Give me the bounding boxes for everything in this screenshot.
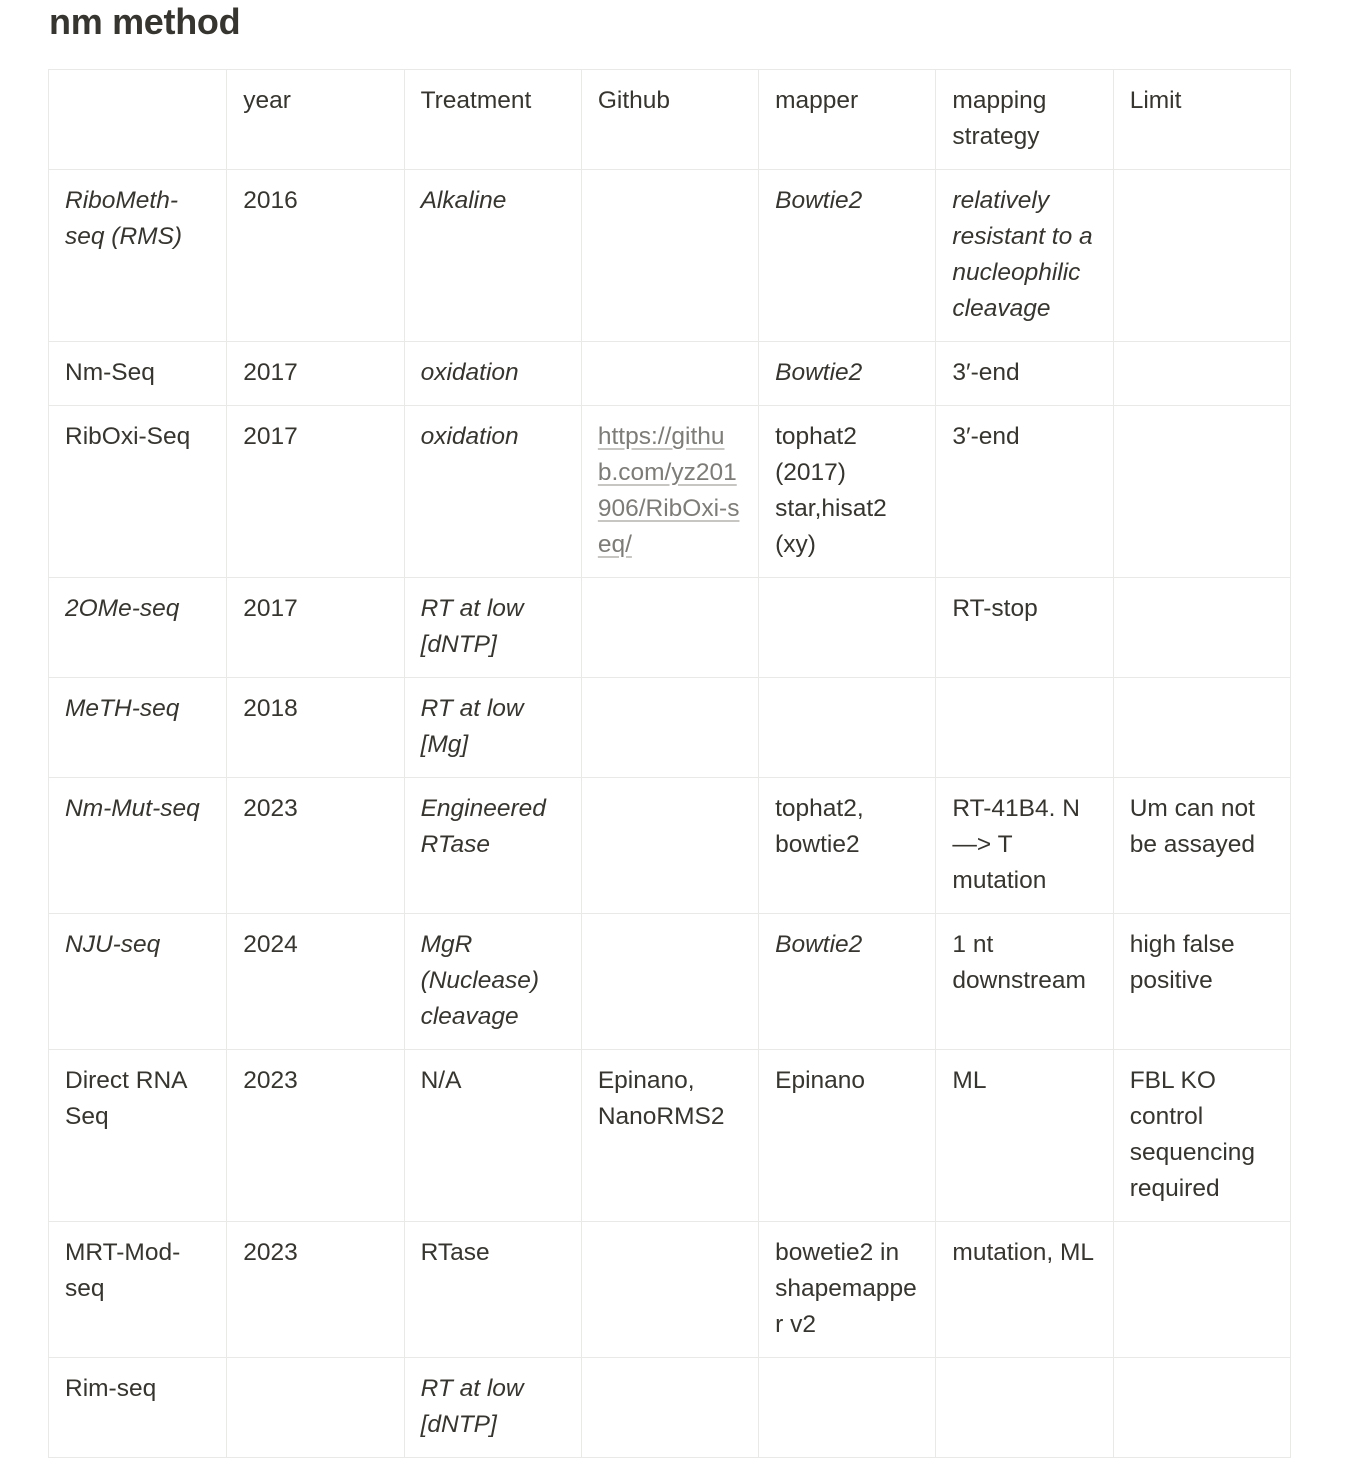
github-cell xyxy=(581,578,758,678)
method-cell: Nm-Seq xyxy=(49,342,227,406)
mapping-strategy-cell: 3′-end xyxy=(936,406,1113,578)
mapping-strategy-cell: 3′-end xyxy=(936,342,1113,406)
year-cell: 2017 xyxy=(227,578,404,678)
table-row xyxy=(49,406,1291,578)
limit-cell xyxy=(1113,578,1290,678)
limit-cell xyxy=(1113,170,1290,342)
year-cell xyxy=(227,1358,404,1458)
mapping-strategy-cell: 1 nt downstream xyxy=(936,914,1113,1050)
limit-cell xyxy=(1113,342,1290,406)
table-row xyxy=(49,914,1291,1050)
treatment-cell: RT at low [dNTP] xyxy=(404,578,581,678)
mapping-strategy-cell: mutation, ML xyxy=(936,1222,1113,1358)
year-cell: 2017 xyxy=(227,406,404,578)
mapping-strategy-cell: ML xyxy=(936,1050,1113,1222)
treatment-cell: MgR (Nuclease) cleavage xyxy=(404,914,581,1050)
method-cell: RibOxi-Seq xyxy=(49,406,227,578)
method-cell: Nm-Mut-seq xyxy=(49,778,227,914)
mapper-cell: Bowtie2 xyxy=(759,170,936,342)
mapping-strategy-cell xyxy=(936,1358,1113,1458)
limit-cell xyxy=(1113,406,1290,578)
method-cell: 2OMe-seq xyxy=(49,578,227,678)
mapping-strategy-cell: RT-stop xyxy=(936,578,1113,678)
mapper-cell xyxy=(759,578,936,678)
mapper-cell: Bowtie2 xyxy=(759,914,936,1050)
method-cell: MeTH-seq xyxy=(49,678,227,778)
mapping-strategy-cell: RT-41B4. N—> T mutation xyxy=(936,778,1113,914)
year-cell: 2024 xyxy=(227,914,404,1050)
limit-cell: FBL KO control sequencing required xyxy=(1113,1050,1290,1222)
year-cell: 2023 xyxy=(227,1050,404,1222)
method-cell: NJU-seq xyxy=(49,914,227,1050)
mapper-cell: tophat2 (2017) star,hisat2 (xy) xyxy=(759,406,936,578)
mapping-strategy-cell xyxy=(936,678,1113,778)
year-cell: 2023 xyxy=(227,778,404,914)
treatment-cell: oxidation xyxy=(404,342,581,406)
treatment-cell: oxidation xyxy=(404,406,581,578)
treatment-cell: Alkaline xyxy=(404,170,581,342)
table-body xyxy=(49,170,1291,1458)
limit-cell: high false positive xyxy=(1113,914,1290,1050)
methods-table xyxy=(48,69,1291,1458)
treatment-cell: RT at low [dNTP] xyxy=(404,1358,581,1458)
mapping-strategy-cell: relatively resistant to a nucleophilic cleavage xyxy=(936,170,1113,342)
github-cell xyxy=(581,1222,758,1358)
github-cell xyxy=(581,914,758,1050)
header-treatment: Treatment xyxy=(404,70,581,170)
github-link[interactable]: https://github.com/yz201906/RibOxi-seq/ xyxy=(597,423,740,558)
year-cell: 2017 xyxy=(227,342,404,406)
page-title: nm method xyxy=(49,1,241,42)
header-method xyxy=(49,70,227,170)
table-row xyxy=(49,342,1291,406)
limit-cell: Um can not be assayed xyxy=(1113,778,1290,914)
treatment-cell: RT at low [Mg] xyxy=(404,678,581,778)
limit-cell xyxy=(1113,1222,1290,1358)
github-cell xyxy=(581,778,758,914)
github-cell xyxy=(581,170,758,342)
header-github: Github xyxy=(581,70,758,170)
method-cell: RiboMeth-seq (RMS) xyxy=(49,170,227,342)
table-row xyxy=(49,1222,1291,1358)
treatment-cell: N/A xyxy=(404,1050,581,1222)
treatment-cell: Engineered RTase xyxy=(404,778,581,914)
method-cell: Rim-seq xyxy=(49,1358,227,1458)
header-mapper: mapper xyxy=(759,70,936,170)
method-cell: Direct RNA Seq xyxy=(49,1050,227,1222)
table-row xyxy=(49,1050,1291,1222)
table-row xyxy=(49,778,1291,914)
github-cell xyxy=(581,678,758,778)
table-row xyxy=(49,578,1291,678)
header-limit: Limit xyxy=(1113,70,1290,170)
year-cell: 2023 xyxy=(227,1222,404,1358)
github-cell xyxy=(581,406,758,578)
mapper-cell: Epinano xyxy=(759,1050,936,1222)
table-row xyxy=(49,170,1291,342)
table-row xyxy=(49,678,1291,778)
mapper-cell: bowetie2 in shapemapper v2 xyxy=(759,1222,936,1358)
limit-cell xyxy=(1113,1358,1290,1458)
year-cell: 2018 xyxy=(227,678,404,778)
header-mapping-strategy: mapping strategy xyxy=(936,70,1113,170)
mapper-cell xyxy=(759,1358,936,1458)
limit-cell xyxy=(1113,678,1290,778)
header-year: year xyxy=(227,70,404,170)
mapper-cell: Bowtie2 xyxy=(759,342,936,406)
mapper-cell xyxy=(759,678,936,778)
treatment-cell: RTase xyxy=(404,1222,581,1358)
github-cell: Epinano, NanoRMS2 xyxy=(581,1050,758,1222)
github-cell xyxy=(581,1358,758,1458)
table-row xyxy=(49,1358,1291,1458)
method-cell: MRT-Mod-seq xyxy=(49,1222,227,1358)
table-header-row xyxy=(49,70,1291,170)
year-cell: 2016 xyxy=(227,170,404,342)
github-cell xyxy=(581,342,758,406)
mapper-cell: tophat2, bowtie2 xyxy=(759,778,936,914)
